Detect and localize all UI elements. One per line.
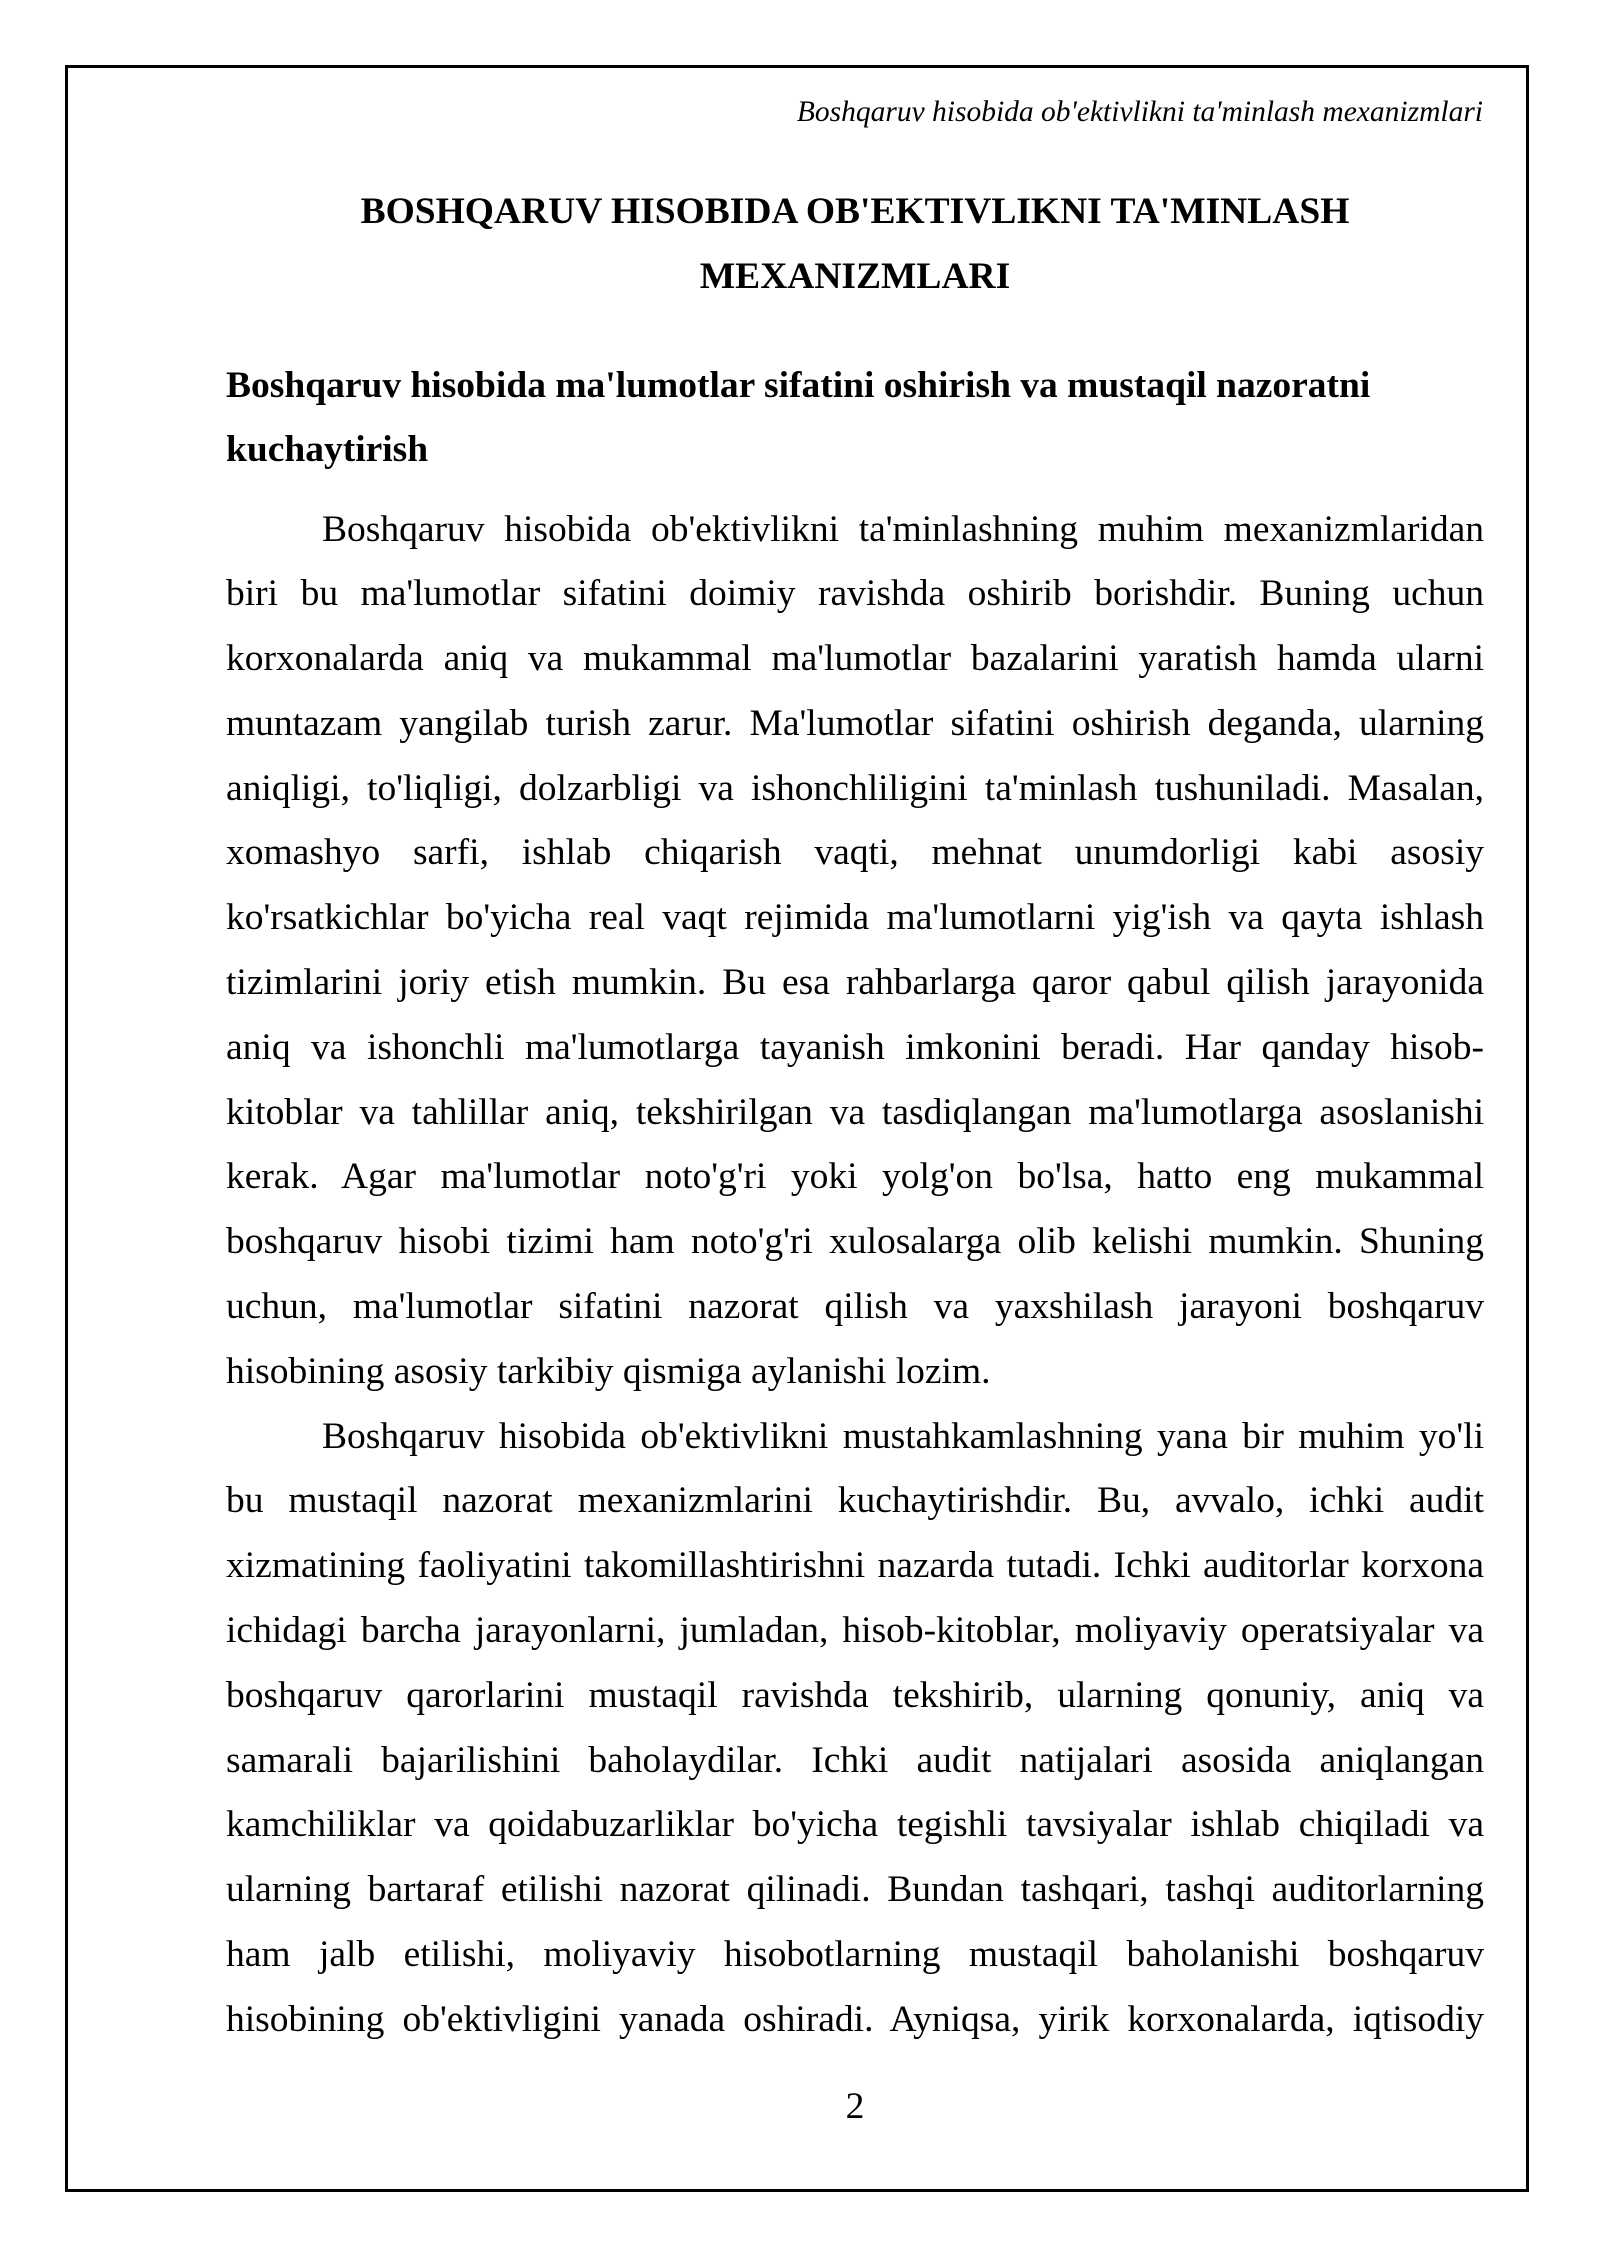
paragraph-line: tizimlarini joriy etish mumkin. Bu esa rahbarlarga qaror qabul qilish jarayonida xyxy=(226,962,1484,1004)
paragraph-line: Boshqaruv hisobida ob'ektivlikni ta'minlashning muhim mexanizmlaridan xyxy=(322,508,1484,550)
body-text xyxy=(226,498,1484,2053)
paragraph-line: xizmatining faoliyatini takomillashtirishni nazarda tutadi. Ichki auditorlar korxona xyxy=(226,1545,1484,1587)
paragraph-line: hisobining asosiy tarkibiy qismiga aylanishi lozim. xyxy=(226,1350,991,1392)
paragraph-line: kitoblar va tahlillar aniq, tekshirilgan va tasdiqlangan ma'lumotlarga asoslanishi xyxy=(226,1091,1484,1133)
paragraph-line: uchun, ma'lumotlar sifatini nazorat qilish va yaxshilash jarayoni boshqaruv xyxy=(226,1286,1484,1328)
paragraph-line: hisobining ob'ektivligini yanada oshiradi. Ayniqsa, yirik korxonalarda, iqtisodiy xyxy=(226,1998,1484,2040)
paragraph-line: ham jalb etilishi, moliyaviy hisobotlarning mustaqil baholanishi boshqaruv xyxy=(226,1934,1484,1976)
paragraph-line: ko'rsatkichlar bo'yicha real vaqt rejimida ma'lumotlarni yig'ish va qayta ishlash xyxy=(226,897,1484,939)
paragraph-line: kamchiliklar va qoidabuzarliklar bo'yicha tegishli tavsiyalar ishlab chiqiladi va xyxy=(226,1804,1484,1846)
paragraph-line: Boshqaruv hisobida ob'ektivlikni mustahkamlashning yana bir muhim yo'li xyxy=(322,1415,1484,1457)
paragraph-line: muntazam yangilab turish zarur. Ma'lumotlar sifatini oshirish deganda, ularning xyxy=(226,702,1484,744)
page-number: 2 xyxy=(845,2086,865,2127)
paragraph-line: aniqligi, to'liqligi, dolzarbligi va ishonchliligini ta'minlash tushuniladi. Masalan, xyxy=(226,767,1484,809)
document-title: BOSHQARUV HISOBIDA OB'EKTIVLIKNI TA'MINLASH MEXANIZMLARI xyxy=(360,191,1350,297)
paragraph-line: aniq va ishonchli ma'lumotlarga tayanish imkonini beradi. Har qanday hisob- xyxy=(226,1026,1484,1068)
paragraph-line: ularning bartaraf etilishi nazorat qilinadi. Bundan tashqari, tashqi auditorlarning xyxy=(226,1869,1484,1911)
paragraph-line: kerak. Agar ma'lumotlar noto'g'ri yoki yolg'on bo'lsa, hatto eng mukammal xyxy=(226,1156,1484,1198)
paragraph xyxy=(226,1405,1484,2053)
paragraph xyxy=(226,498,1484,1405)
paragraph-line: ichidagi barcha jarayonlarni, jumladan, hisob-kitoblar, moliyaviy operatsiyalar va xyxy=(226,1610,1484,1652)
paragraph-line: korxonalarda aniq va mukammal ma'lumotlar bazalarini yaratish hamda ularni xyxy=(226,638,1484,680)
running-header: Boshqaruv hisobida ob'ektivlikni ta'minlash mexanizmlari xyxy=(796,96,1483,128)
paragraph-line: boshqaruv qarorlarini mustaqil ravishda tekshirib, ularning qonuniy, aniq va xyxy=(226,1674,1484,1716)
paragraph-line: bu mustaqil nazorat mexanizmlarini kuchaytirishdir. Bu, avvalo, ichki audit xyxy=(226,1480,1484,1522)
section-heading: Boshqaruv hisobida ma'lumotlar sifatini oshirish va mustaqil nazoratni kuchaytirish xyxy=(226,365,1371,470)
paragraph-line: samarali bajarilishini baholaydilar. Ichki audit natijalari asosida aniqlangan xyxy=(226,1739,1484,1781)
paragraph-line: xomashyo sarfi, ishlab chiqarish vaqti, mehnat unumdorligi kabi asosiy xyxy=(226,832,1484,874)
paragraph-line: boshqaruv hisobi tizimi ham noto'g'ri xulosalarga olib kelishi mumkin. Shuning xyxy=(226,1221,1484,1263)
paragraph-line: biri bu ma'lumotlar sifatini doimiy ravishda oshirib borishdir. Buning uchun xyxy=(226,573,1484,615)
